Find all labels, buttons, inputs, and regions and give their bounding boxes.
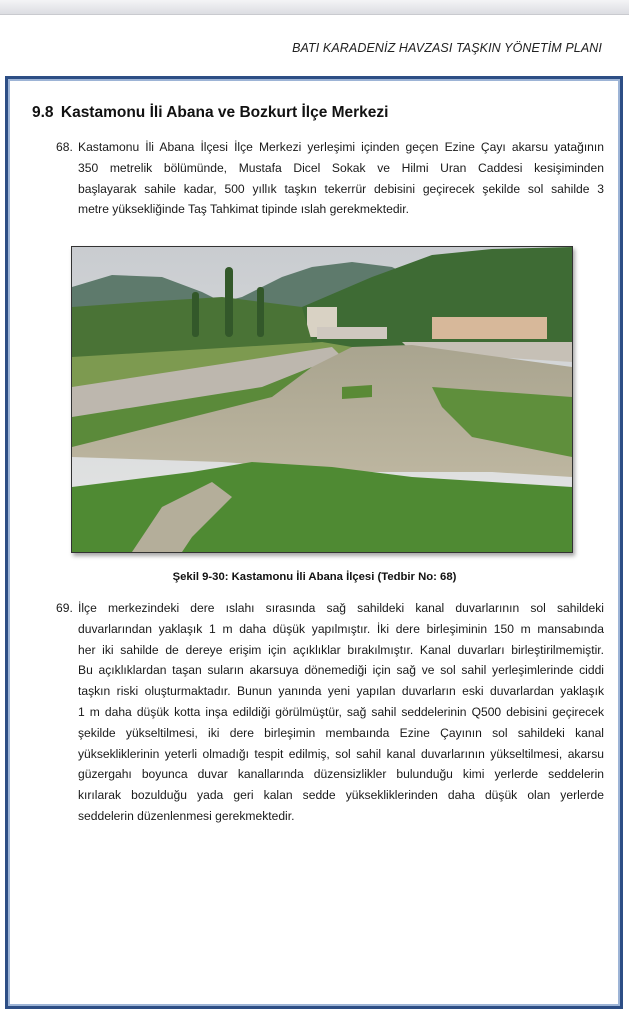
item-line: seddelerin düzenlenmesi gerekmektedir.	[78, 808, 295, 823]
item-line: İlçe merkezindeki dere ıslahı sırasında sağ sahildeki kanal duvarlarının sol sahildeki	[78, 601, 604, 615]
item-line: yüksekliklerinin yeterli olmadığı tespit edilmiş, sol sahil kanal duvarlarının yükseltilmesi, akarsu	[78, 746, 604, 761]
poplar-tree	[225, 267, 233, 337]
section-title: Kastamonu İli Abana ve Bozkurt İlçe Merkezi	[60, 104, 389, 121]
buildings-distant	[317, 327, 387, 339]
item-line: 350 metrelik bölümünde, Mustafa Dicel Sokak ve Hilmi Uran Caddesi kesişiminden	[78, 160, 604, 175]
item-line: metre yüksekliğinde Taş Tahkimat tipinde ıslah gerekmektedir.	[78, 202, 409, 217]
item-line: 1 m daha düşük kotta inşa edildiği görülmüştür, sağ sahil seddelerinin Q500 debisini geçirecek	[78, 704, 604, 719]
item-line: Bu açıklıklardan taşan suların akarsuya dönemediği için sağ ve sol sahil yerleşimlerinde ciddi	[78, 663, 604, 678]
item-body	[78, 598, 604, 827]
section-heading	[32, 104, 388, 122]
item-line: Kastamonu İli Abana İlçesi İlçe Merkezi yerleşimi içinden geçen Ezine Çayı akarsu yatağının	[78, 140, 604, 154]
section-number: 9.8	[32, 104, 54, 121]
river-island	[342, 385, 372, 399]
list-item-68	[56, 137, 604, 220]
item-line: her iki sahilde de dereye erişim için açıklıklar bırakılmıştır. Kanal duvarları birleştirilmemiştir.	[78, 642, 604, 657]
item-number: 69.	[56, 601, 73, 615]
item-number: 68.	[56, 140, 73, 154]
item-body	[78, 137, 604, 220]
item-line: şekilde yükseltilmesi, iki dere birleşimin membaında Ezine Çayının sol sahildeki kanal	[78, 725, 604, 740]
item-line: başlayarak sahile kadar, 500 yıllık taşkın tekerrür debisini geçirecek şekilde sol sahilde 3	[78, 181, 604, 196]
item-line: duvarlarından yaklaşık 1 m daha düşük yapılmıştır. İki dere birleşiminin 150 m mansabında	[78, 621, 604, 636]
building	[432, 317, 547, 339]
list-item-69	[56, 598, 604, 827]
river-photo	[71, 246, 573, 553]
item-line: taşkın riski oluşturmaktadır. Bunun yanında yeni yapılan duvarların eski duvarlardan yaklaşık	[78, 684, 604, 699]
river-photo-illustration	[72, 247, 572, 552]
figure-caption: Şekil 9-30: Kastamonu İli Abana İlçesi (Tedbir No: 68)	[172, 571, 457, 583]
running-header: BATI KARADENİZ HAVZASI TAŞKIN YÖNETİM PLANI	[292, 41, 602, 55]
item-line: güzergahı boyunca duvar kanallarında düzensizlikler bulunduğu kimi yerlerde seddelerin	[78, 767, 604, 782]
item-line: kırılarak bozulduğu yada geri kalan sedde yüksekliklerinden daha düşük olan yerlerde	[78, 788, 604, 803]
poplar-tree	[192, 292, 199, 337]
poplar-tree	[257, 287, 264, 337]
viewer-top-bar	[0, 0, 629, 15]
